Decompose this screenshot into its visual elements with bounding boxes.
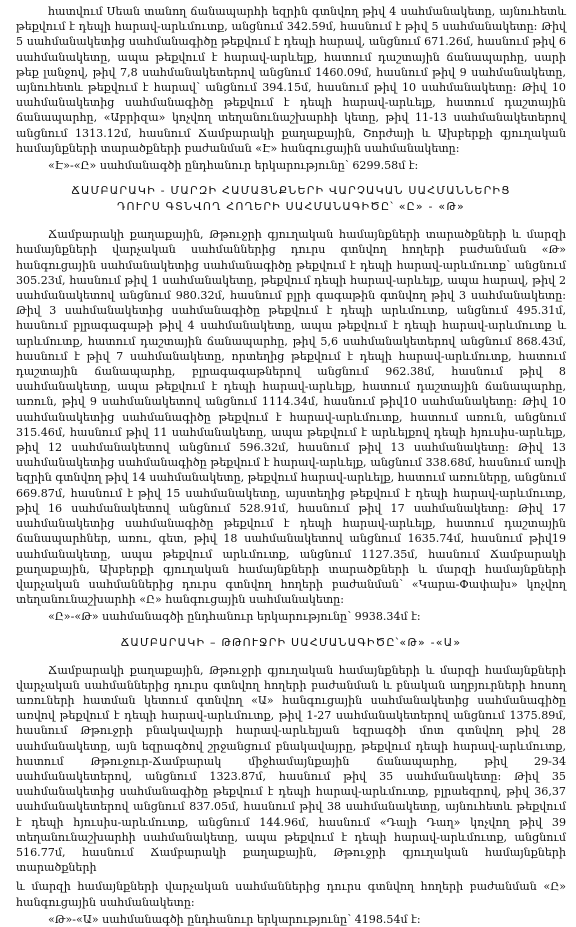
section-heading-line-1: ՃԱՄԲԱՐԱԿԻ - ՄԱՐԶԻ ՀԱՄԱՅՆՔՆԵՐԻ ՎԱՐՉԱԿԱՆ ՍԱՀՄԱՆՆԵՐԻՑ bbox=[71, 184, 511, 198]
total-length-ye-t: «Ը»-«Թ» սահմանագծի ընդհանուր երկարությունը՝ 9938.34մ է: bbox=[48, 610, 421, 624]
paragraph-t-to-a-description: Ճամբարակի քաղաքային, Թթուջրի գյուղական համայնքների և մարզի համայնքների վարչական սահմաններից դուրս գտնվող հողերի բաժանման և բնական աղբյուրների հոսող առուների հատման կետում գտնվող «Ա» հանգուցային սահմանակետից սահմանագիծը առվով թեքվում է դեպի հարավ-արևմուտք, թիվ 1-27 սահմանակետերով անցնում 1375.89մ, հասնում Թթուջրի բնակավայրի հարավ-արևելյան եզրագծի մոտ գտնվող թիվ 28 սահմանակետը, այն եզրագծով շրջանցում բնակավայրը, թեքվում դեպի հարավ-արևմուտք, հատում Թթուջուր-Ճամբարակ միջհամայնքային ճանապարհը, թիվ 29-34 սահմանակետերով, անցնում 1323.87մ, հասնում թիվ 35 սահմանակետը: Թիվ 35 սահմանակետից սահմանագիծը թեքվում է դեպի հարավ-արևմուտք, բլրաեզրով, թիվ 36,37 սահմանակետերով անցնում 837.05մ, հասնում թիվ 38 սահմանակետը, այնուհետև թեքվում է դեպի հյուսիս-արևմուտք, անցնում 144.96մ, հասնում «Դալի Դաղ» կոչվող թիվ 39 տեղանունաշխարհի սահմանակետը, ապա թեքվում է դեպի հարավ-արևմուտք, անցնում 516.77մ, հասնում Ճամբարակի քաղաքային, Թթուջրի գյուղական համայնքների տարածքների bbox=[16, 663, 566, 875]
paragraph-t-to-a-continuation: և մարզի համայնքների վարչական սահմաններից դուրս գտնվող հողերի բաժանման «Ը» հանգուցային սահմանակետը: bbox=[16, 880, 566, 909]
section-heading-t-a: ՃԱՄԲԱՐԱԿԻ – ԹԹՈՒՋՐԻ ՍԱՀՄԱՆԱԳԻԾԸ՝«Թ» -«Ա» bbox=[120, 635, 462, 649]
total-length-t-a: «Թ»-«Ա» սահմանագծի ընդհանուր երկարությունը՝ 4198.54մ է: bbox=[48, 912, 421, 926]
paragraph-ye-to-t-description: Ճամբարակի քաղաքային, Թթուջրի գյուղական համայնքների տարածքների և մարզի համայնքների վարչական սահմաններից դուրս գտնվող հողերի բաժանման «Թ» հանգուցային սահմանակետից սահմանագիծը թեքվում է դեպի հարավ-արևմուտք՝ անցնում 305.23մ, հասնում թիվ 1 սահմանակետը, թեքվում դեպի հարավ-արևելք, ապա հարավ, թիվ 2 սահմանակետով անցնում 980.32մ, հասնում բլրի գագաթին գտնվող թիվ 3 սահմանակետը: Թիվ 3 սահմանակետից սահմանագիծը թեքվում է դեպի արևմուտք, անցնում 495.31մ, հասնում բլրագագաթի թիվ 4 սահմանակետը, ապա թեքվում է դեպի հարավ-արևմուտք և արևմուտք, հատում դաշտային ճանապարհը, թիվ 5,6 սահմանակետերով անցնում 868.43մ, հասնում է թիվ 7 սահմանակետը, որտեղից թեքվում է դեպի հարավ-արևմուտք, հատում դաշտային ճանապարհը, բլրագագաթներով անցնում 962.38մ, հասնում թիվ 8 սահմանակետը, ապա թեքվում է դեպի հարավ-արևելք, հատում դաշտային ճանապարհը, առուն, թիվ 9 սահմանակետով անցնում 1114.34մ, հասնում թիվ10 սահմանակետը: Թիվ 10 սահմանակետից սահմանագիծը թեքվում է հարավ-արևմուտք, հատում առուն, անցնում 315.46մ, հասնում թիվ 11 սահմանակետը, ապա թեքվում է արևելքով դեպի հյուսիս-արևելք, թիվ 12 սահմանակետով անցնում 596.32մ, հասնում թիվ 13 սահմանակետը: Թիվ 13 սահմանակետից սահմանագիծը թեքվում է հարավ-արևելք, անցնում 338.68մ, հասնում առվի եզրին գտնվող թիվ 14 սահմանակետը, թեքվում հարավ-արևելք, հատում առուները, անցնում 669.87մ, հասնում է թիվ 15 սահմանակետը, այստեղից թեքվում է դեպի հարավ-արևմուտք, թիվ 16 սահմանակետով անցնում 528.91մ, հասնում թիվ 17 սահմանակետը: Թիվ 17 սահմանակետից սահմանագիծը թեքվում է դեպի հարավ-արևելք, հատում դաշտային ճանապարհներ, առու, գետ, թիվ 18 սահմանակետով անցնում 1635.74մ, հասնում թիվ19 սահմանակետը, ապա թեքվում արևմուտք, անցնում 1127.35մ, հասնում Ճամբարակի քաղաքային, Ախբերքի գյուղական համայնքների տարածքների և մարզի համայնքների վարչական սահմաններից դուրս գտնվող հողերի բաժանման՝ «Կարա-Փափախ» կոչվող տեղանունաշխարհի «Ը» հանգուցային սահմանակետը: bbox=[16, 228, 566, 607]
paragraph-e-to-ye-description: հատվում Սեան տանող ճանապարհի եզրին գտնվող թիվ 4 սահմանակետը, այնուհետև թեքվում է դեպի հարավ-արևմուտք, անցնում 342.59մ, հասնում է թիվ 5 սահմանակետը: Թիվ 5 սահմանակետից սահմանագիծը թեքվում է դեպի հարավ, անցնում 671.26մ, հասնում թիվ 6 սահմանակետը, ապա թեքվում է հարավ-արևելք, հատում դաշտային ճանապարհը, սարի թեք լանջով, թիվ 7,8 սահմանակետերով անցնում 1460.09մ, հասնում թիվ 9 սահմանակետը, այնուհետև թեքվում է հարավ՝ անցնում 394.15մ, հասնում թիվ 10 սահմանակետը: Թիվ 10 սահմանակետից սահմանագիծը թեքվում է դեպի հարավ-արևելք, հատում դաշտային ճանապարհը, «Աբրիզա» կոչվող տեղանունաշխարհի կետը, թիվ 11-13 սահմանակետերով անցնում 1313.12մ, հասնում Ճամբարակի քաղաքային, Շորժայի և Ախբերքի գյուղական համայնքների տարածքների բաժանման «Է» հանգուցային սահմանակետը: bbox=[16, 5, 566, 155]
total-length-e-ye: «Է»-«Ը» սահմանագծի ընդհանուր երկարությունը՝ 6299.58մ է: bbox=[48, 159, 419, 173]
section-heading-ye-t bbox=[16, 183, 566, 215]
section-heading-line-2: ԴՈՒՐՍ ԳՏՆՎՈՂ ՀՈՂԵՐԻ ՍԱՀՄԱՆԱԳԻԾԸ՝ «Ը» - «Թ» bbox=[117, 200, 465, 214]
